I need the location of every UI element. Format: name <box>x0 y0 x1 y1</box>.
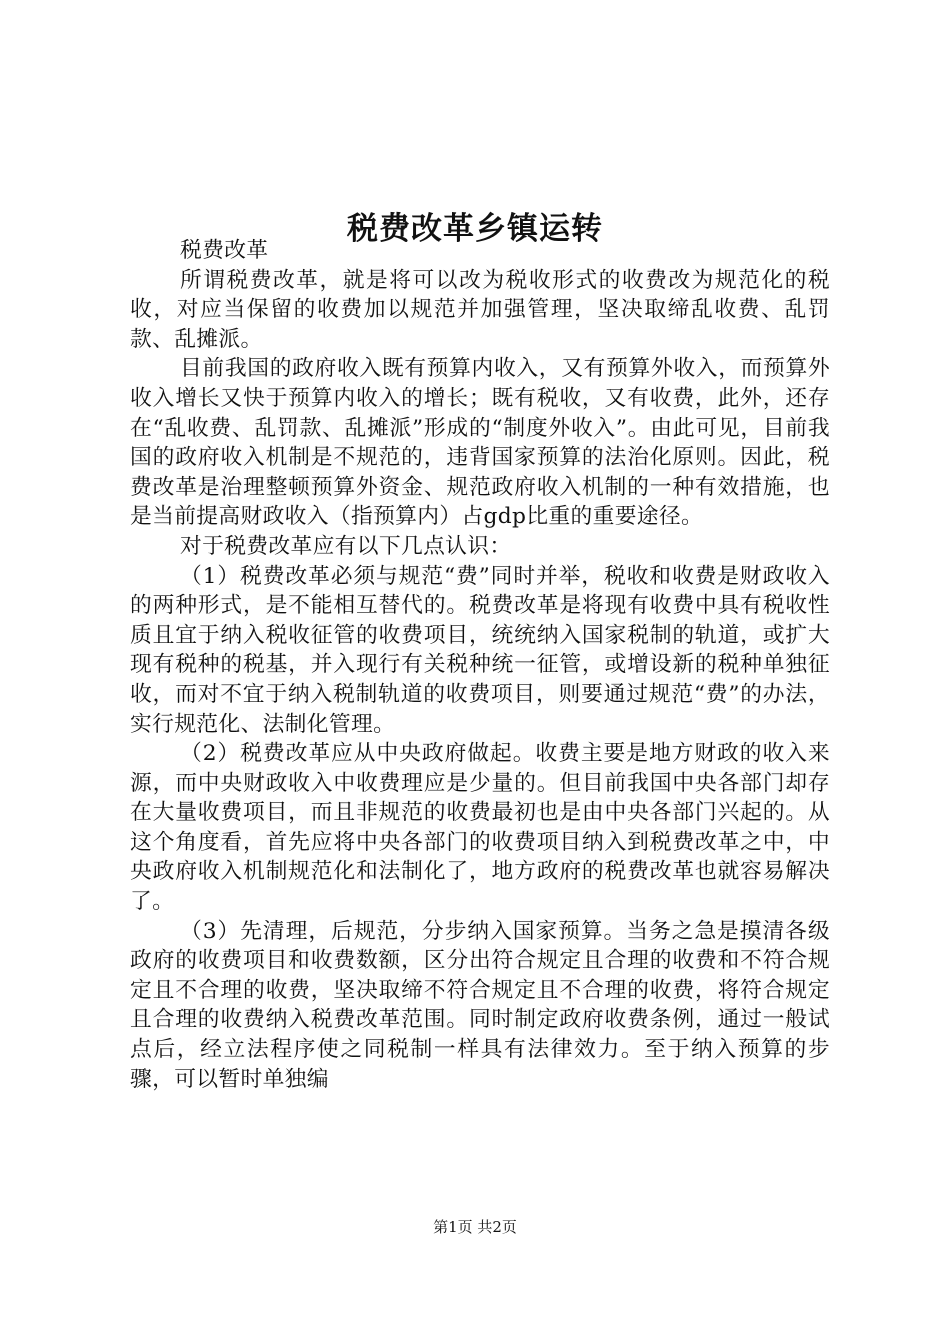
paragraph-heading: 税费改革 <box>180 238 269 263</box>
paragraph: 对于税费改革应有以下几点认识： <box>180 533 512 559</box>
page-number-footer: 第1页 共2页 <box>433 1218 517 1236</box>
document-title: 税费改革乡镇运转 <box>347 210 603 247</box>
paragraph: （3）先清理，后规范，分步纳入国家预算。当务之急是摸清各级政府的收费项目和收费数额，区分出符合规定且合理的收费和不符合规定且不合理的收费，坚决取缔不符合规定且不合理的收费，将符合规定且合理的收费纳入税费改革范围。同时制定政府收费条例，通过一般试点后，经立法程序使之同税制一样具有法律效力。至于纳入预算的步骤，可以暂时单独编 <box>130 918 830 1092</box>
paragraph: 所谓税费改革，就是将可以改为税收形式的收费改为规范化的税收，对应当保留的收费加以规范并加强管理，坚决取缔乱收费、乱罚款、乱摊派。 <box>130 267 830 352</box>
paragraph: （1）税费改革必须与规范“费”同时并举，税收和收费是财政收入的两种形式，是不能相互替代的。税费改革是将现有收费中具有税收性质且宜于纳入税收征管的收费项目，统统纳入国家税制的轨道，或扩大现有税种的税基，并入现行有关税种统一征管，或增设新的税种单独征收，而对不宜于纳入税制轨道的收费项目，则要通过规范“费”的办法，实行规范化、法制化管理。 <box>130 563 830 737</box>
paragraph: （2）税费改革应从中央政府做起。收费主要是地方财政的收入来源，而中央财政收入中收费理应是少量的。但目前我国中央各部门却存在大量收费项目，而且非规范的收费最初也是由中央各部门兴起的。从这个角度看，首先应将中央各部门的收费项目纳入到税费改革之中，中央政府收入机制规范化和法制化了，地方政府的税费改革也就容易解决了。 <box>130 741 830 915</box>
paragraph: 目前我国的政府收入既有预算内收入，又有预算外收入，而预算外收入增长又快于预算内收入的增长；既有税收，又有收费，此外，还存在“乱收费、乱罚款、乱摊派”形成的“制度外收入”。由此可见，目前我国的政府收入机制是不规范的，违背国家预算的法治化原则。因此，税费改革是治理整顿预算外资金、规范政府收入机制的一种有效措施，也是当前提高财政收入（指预算内）占gdp比重的重要途径。 <box>130 356 830 530</box>
document-body <box>130 236 830 1094</box>
